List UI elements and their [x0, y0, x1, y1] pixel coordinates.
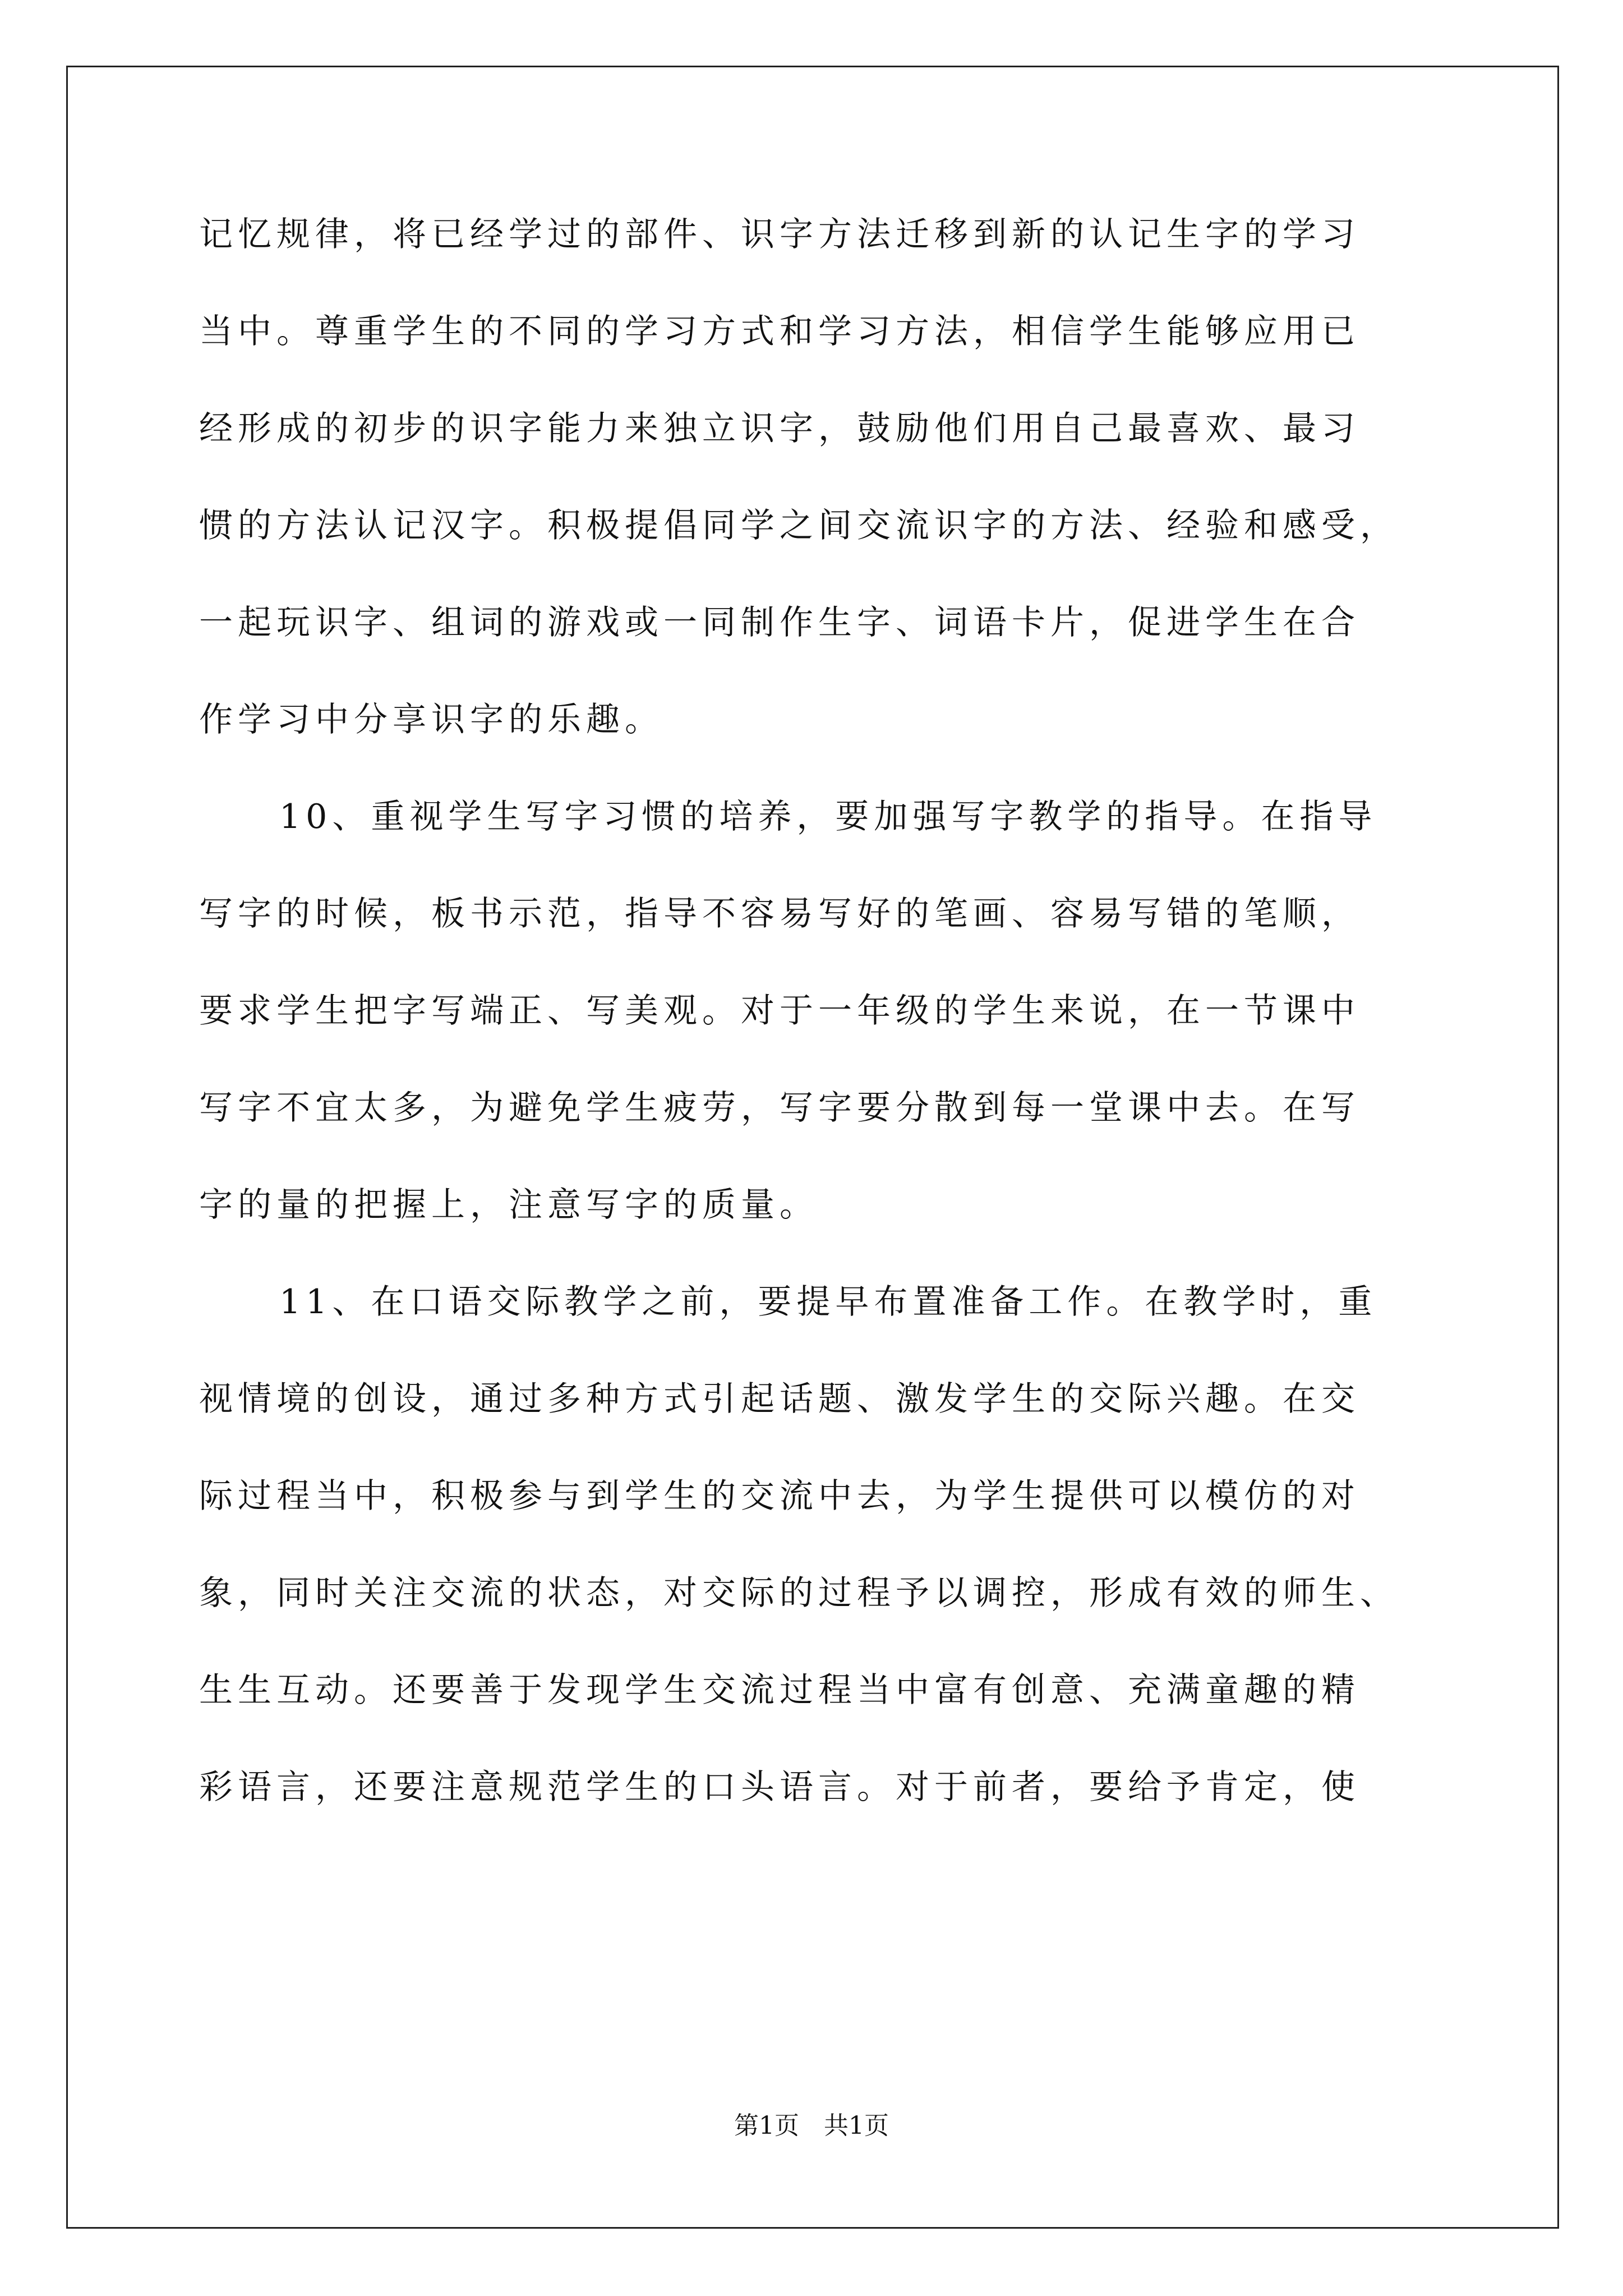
paragraph-11-first-line: 11、在口语交际教学之前，要提早布置准备工作。在教学时，重 [279, 1282, 1377, 1322]
text-line: 记忆规律，将已经学过的部件、识字方法迁移到新的认记生字的学习 [199, 215, 1360, 254]
paragraph-10-first-line: 10、重视学生写字习惯的培养，要加强写字教学的指导。在指导 [279, 797, 1377, 836]
text-line: 写字的时候，板书示范，指导不容易写好的笔画、容易写错的笔顺， [199, 894, 1360, 933]
page-border [66, 66, 1559, 2229]
text-line: 际过程当中，积极参与到学生的交流中去，为学生提供可以模仿的对 [199, 1476, 1360, 1516]
page-number-footer: 第1页 共1页 [734, 2111, 889, 2140]
text-line: 生生互动。还要善于发现学生交流过程当中富有创意、充满童趣的精 [199, 1671, 1360, 1710]
text-line: 要求学生把字写端正、写美观。对于一年级的学生来说，在一节课中 [199, 991, 1360, 1030]
text-line: 一起玩识字、组词的游戏或一同制作生字、词语卡片，促进学生在合 [199, 603, 1360, 642]
text-line: 当中。尊重学生的不同的学习方式和学习方法，相信学生能够应用已 [199, 312, 1360, 351]
text-line: 作学习中分享识字的乐趣。 [199, 700, 663, 739]
text-line: 象，同时关注交流的状态，对交际的过程予以调控，形成有效的师生、 [199, 1573, 1399, 1613]
text-line: 惯的方法认记汉字。积极提倡同学之间交流识字的方法、经验和感受， [199, 506, 1399, 545]
text-line: 写字不宜太多，为避免学生疲劳，写字要分散到每一堂课中去。在写 [199, 1088, 1360, 1128]
text-line: 彩语言，还要注意规范学生的口头语言。对于前者，要给予肯定，使 [199, 1768, 1360, 1807]
text-line: 字的量的把握上，注意写字的质量。 [199, 1185, 818, 1225]
text-line: 视情境的创设，通过多种方式引起话题、激发学生的交际兴趣。在交 [199, 1379, 1360, 1419]
text-line: 经形成的初步的识字能力来独立识字，鼓励他们用自己最喜欢、最习 [199, 409, 1360, 448]
